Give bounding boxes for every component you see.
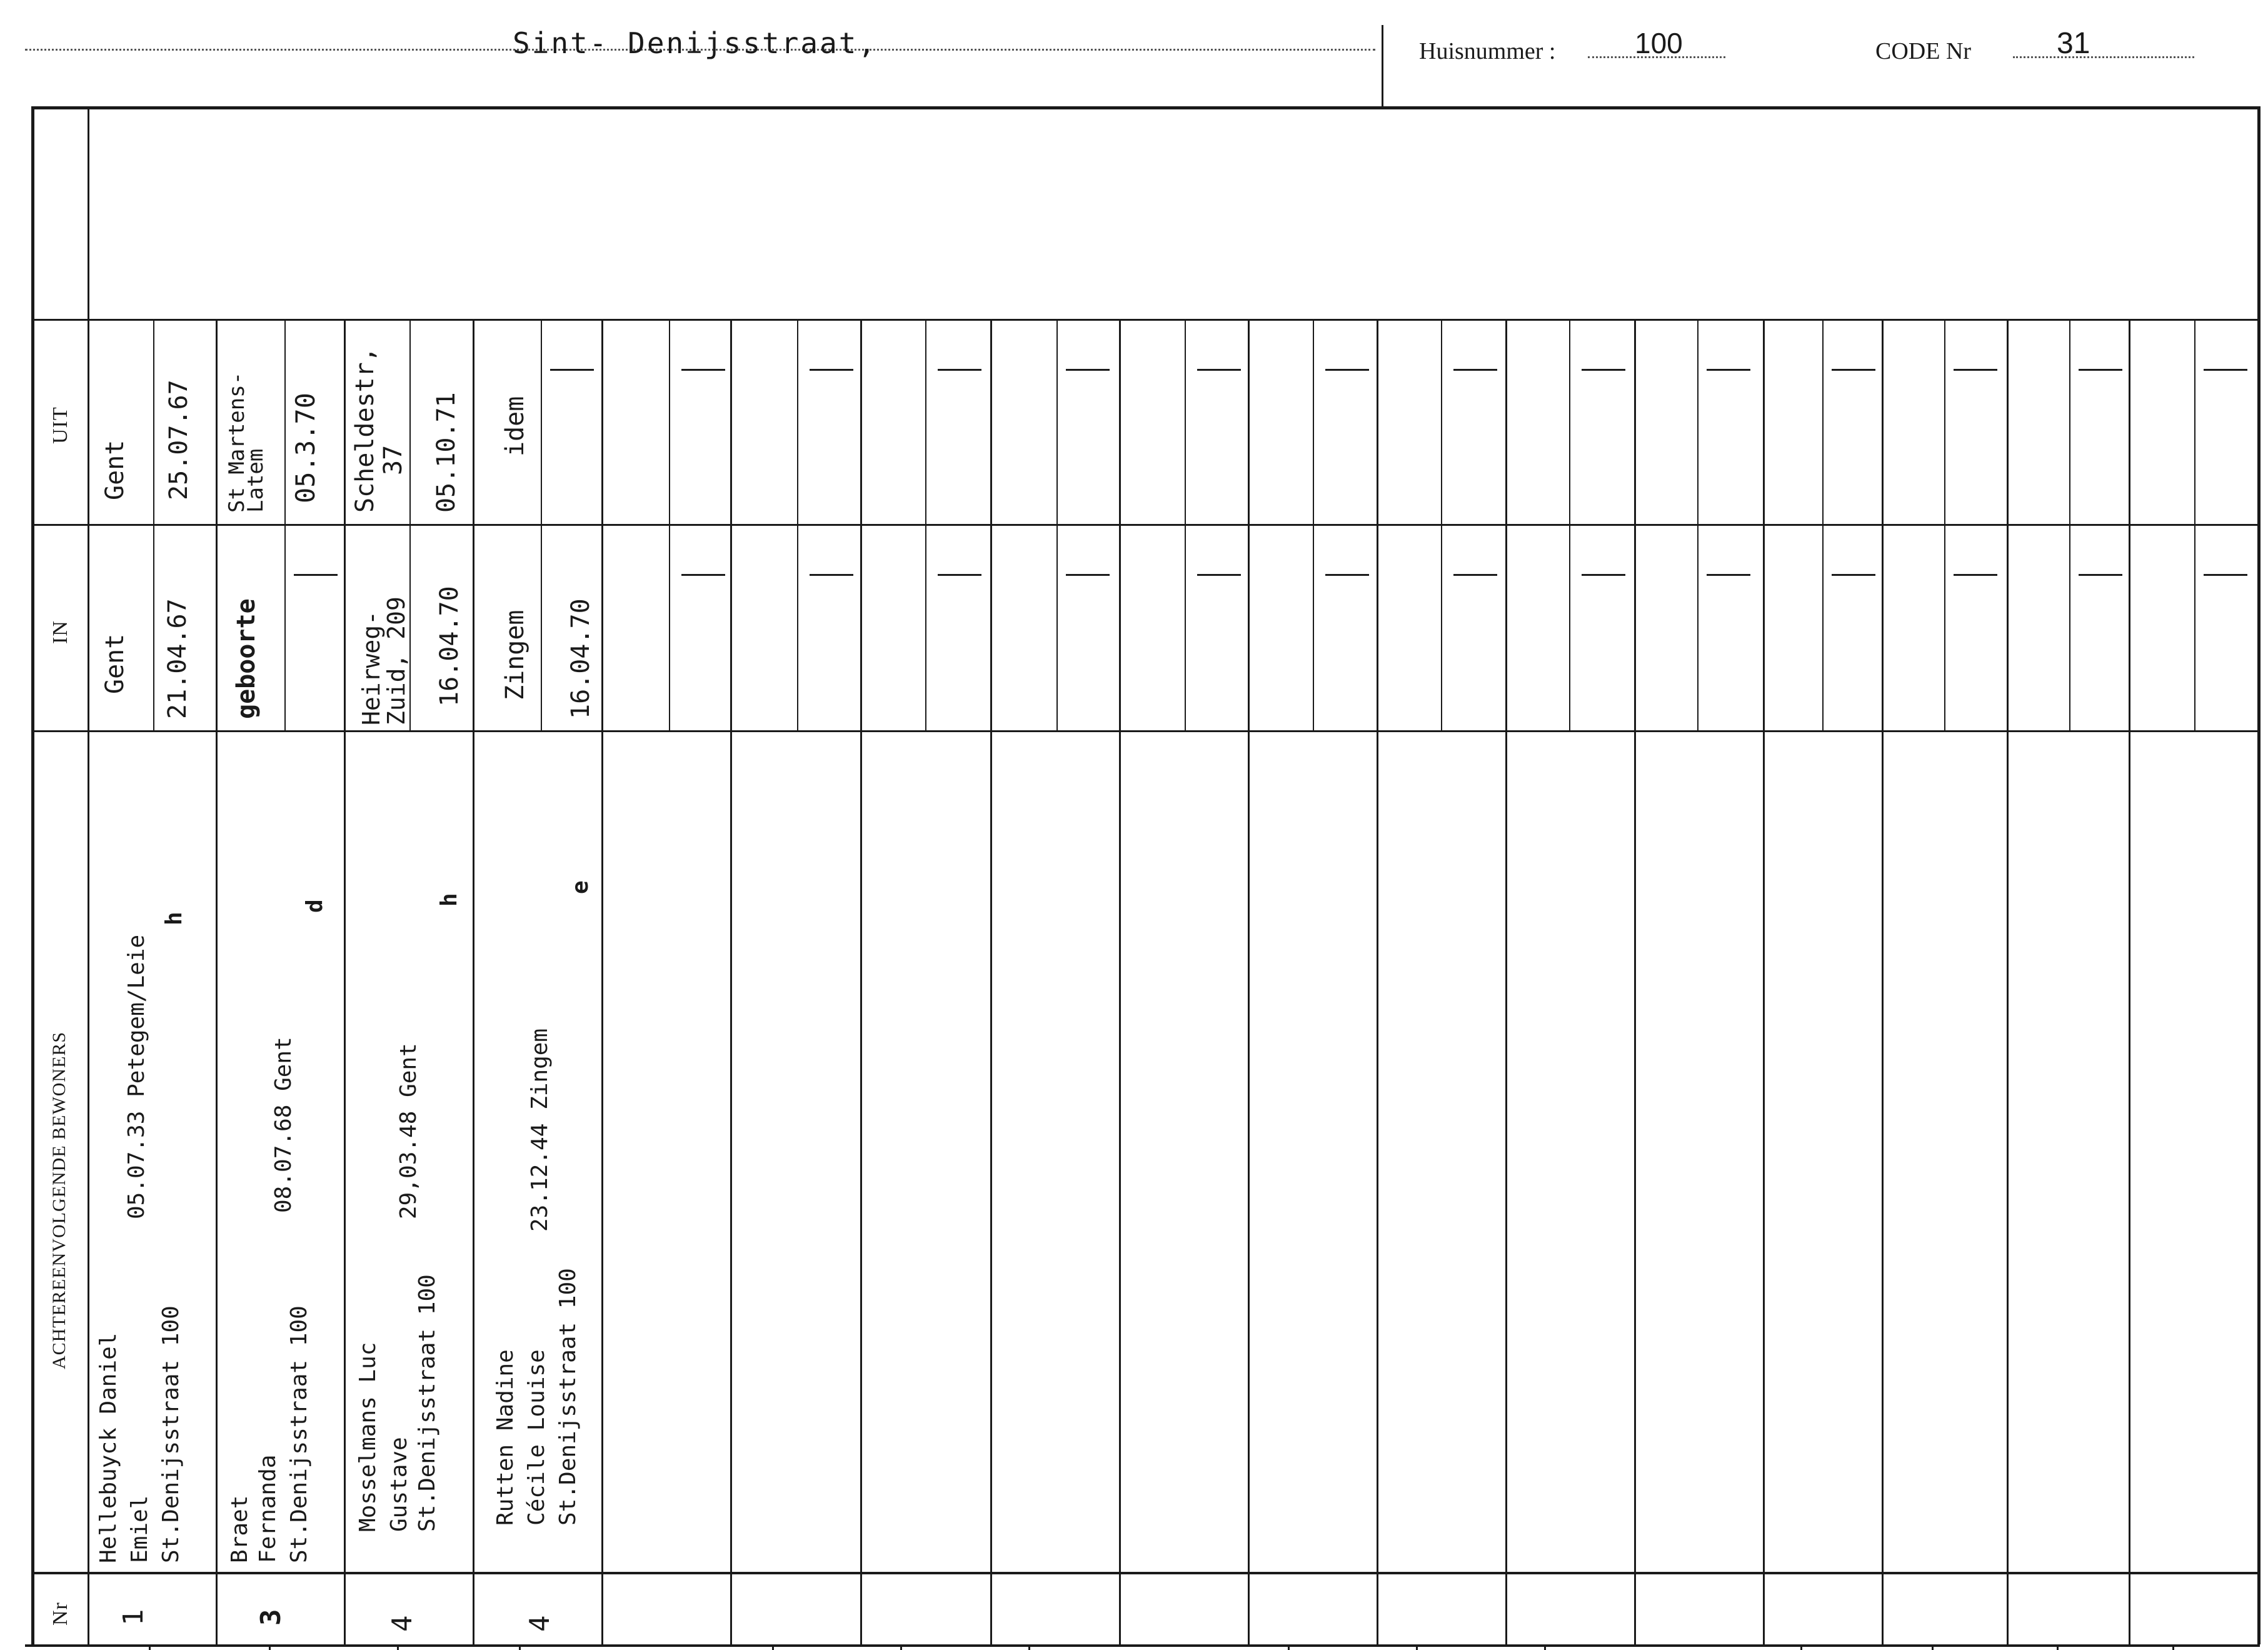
entry-3-address: St.Denijsstraat 100 [414,1274,440,1532]
empty-uit-dash [681,369,725,371]
entry-3-nr: 4 [386,1615,418,1632]
empty-in-dash [1707,574,1750,576]
empty-uit-dash [1197,369,1241,371]
empty-in-dash [938,574,981,576]
subcolumn-divider [1185,319,1186,730]
subcolumn-divider [1056,319,1058,730]
empty-in-dash [810,574,853,576]
bottom-tick [772,1644,774,1650]
empty-in-dash [2079,574,2122,576]
subcolumn-divider [797,319,798,730]
entry-1-in-date: 21.04.67 [163,598,192,719]
bottom-tick [269,1644,271,1650]
entry-4-name: Rutten Nadine [493,1349,518,1526]
row-label-uit: UIT [49,406,72,444]
column-divider [2129,319,2130,1644]
empty-in-dash [2204,574,2247,576]
column-divider [1882,319,1884,1644]
table-right-border [2257,106,2260,1644]
street-name: Sint- Denijsstraat, [513,26,878,60]
entry-3-in-place-2: Zuid, 209 [383,596,410,725]
entry-2-firstname: Fernanda [255,1454,281,1563]
entry-2-nr: 3 [255,1609,287,1626]
subcolumn-divider [153,319,154,730]
empty-in-dash [294,574,338,576]
empty-uit-dash [1707,369,1750,371]
entry-1-address: St.Denijsstraat 100 [158,1305,184,1563]
column-divider [730,319,732,1644]
code-label: CODE Nr [1875,38,1972,64]
entry-1-uit-place: Gent [101,440,129,500]
column-divider [990,319,992,1644]
subcolumn-divider [1441,319,1442,730]
subcolumn-divider [1697,319,1698,730]
bottom-tick [1932,1644,1934,1650]
entry-1-uit-date: 25.07.67 [164,380,193,500]
column-divider [1505,319,1507,1644]
row-divider-in-top [31,524,2260,526]
column-divider [1377,319,1378,1644]
entry-2-uit-date: 05.3.70 [290,392,321,503]
entry-1-nr: 1 [118,1609,149,1626]
subcolumn-divider [284,319,286,730]
empty-uit-dash [2079,369,2122,371]
row-divider-nr-top [31,1572,2260,1574]
bottom-tick [1544,1644,1546,1650]
bottom-tick [2172,1644,2174,1650]
entry-1-firstname: Emiel [127,1495,153,1563]
label-column-divider [88,106,89,1644]
empty-uit-dash [2204,369,2247,371]
table-bottom-line [25,1644,2260,1647]
empty-uit-dash [1582,369,1625,371]
empty-in-dash [1325,574,1369,576]
subcolumn-divider [541,319,542,730]
empty-in-dash [1954,574,1997,576]
entry-3-mark: h [436,893,462,907]
column-divider [601,319,603,1644]
column-divider [1634,319,1636,1644]
entry-3-in-place-1: Heirweg- [358,610,385,725]
column-divider [344,319,346,1644]
entry-1-birth: 05.07.33 Petegem/Leie [124,934,149,1219]
empty-uit-dash [1832,369,1875,371]
column-divider [1248,319,1250,1644]
entry-2-name: Braet [227,1495,253,1563]
code-dotline [2013,56,2194,58]
table-left-border [31,106,34,1644]
entry-2-uit-place-2: Latem [243,448,268,513]
row-label-in: IN [49,620,72,644]
subcolumn-divider [925,319,926,730]
entry-3-birth: 29,03.48 Gent [396,1043,421,1219]
entry-2-address: St.Denijsstraat 100 [286,1305,312,1563]
entry-3-uit-place-1: Scheldestr, [351,347,379,513]
column-divider [2007,319,2009,1644]
row-label-residents: ACHTEREENVOLGENDE BEWONERS [49,1031,69,1369]
entry-2-mark: d [302,899,328,913]
bottom-tick [2057,1644,2059,1650]
entry-4-in-date: 16.04.70 [566,598,595,719]
entry-3-in-date: 16.04.70 [435,586,464,707]
house-number-label: Huisnummer : [1419,38,1556,64]
bottom-tick [900,1644,902,1650]
empty-uit-dash [1325,369,1369,371]
header-divider [1382,25,1383,106]
code-value: 31 [2057,27,2090,60]
bottom-tick [1028,1644,1030,1650]
entry-1-name: Hellebuyck Daniel [96,1332,121,1563]
entry-4-birth: 23.12.44 Zingem [527,1028,553,1232]
entry-4-nr: 4 [524,1615,556,1632]
entry-4-uit-place: idem [501,396,529,456]
entry-2-birth: 08.07.68 Gent [271,1037,296,1213]
row-label-nr: Nr [49,1602,72,1626]
empty-uit-dash [1453,369,1497,371]
bottom-tick [1416,1644,1418,1650]
entry-3-firstname: Gustave [386,1437,412,1532]
column-divider [860,319,862,1644]
column-divider [216,319,218,1644]
empty-uit-dash [810,369,853,371]
bottom-tick [397,1644,399,1650]
empty-uit-dash [1066,369,1110,371]
empty-in-dash [1197,574,1241,576]
subcolumn-divider [1822,319,1824,730]
entry-2-uit-place-1: St Martens- [224,371,249,513]
column-divider [473,319,474,1644]
row-divider-residents-top [31,730,2260,732]
subcolumn-divider [2194,319,2195,730]
subcolumn-divider [2069,319,2070,730]
table-top-border [31,106,2260,109]
subcolumn-divider [1944,319,1945,730]
column-divider [1119,319,1121,1644]
subcolumn-divider [1313,319,1314,730]
empty-in-dash [1582,574,1625,576]
empty-in-dash [1832,574,1875,576]
entry-4-address: St.Denijsstraat 100 [555,1268,581,1526]
row-divider-uit-top [31,319,2260,321]
empty-uit-dash [550,369,594,371]
empty-in-dash [681,574,725,576]
bottom-tick [519,1644,521,1650]
empty-uit-dash [938,369,981,371]
empty-in-dash [1066,574,1110,576]
bottom-tick [1800,1644,1802,1650]
entry-1-mark: h [161,912,187,925]
bottom-tick [149,1644,151,1650]
entry-2-in-place: geboorte [232,598,261,719]
column-divider [1763,319,1765,1644]
subcolumn-divider [669,319,670,730]
empty-uit-dash [1954,369,1997,371]
entry-4-in-place: Zingem [501,610,529,700]
house-number-value: 100 [1635,27,1683,59]
bottom-tick [1288,1644,1290,1650]
entry-4-mark: e [568,880,593,894]
subcolumn-divider [1569,319,1570,730]
entry-3-uit-place-2: 37 [379,445,408,475]
entry-1-in-place: Gent [101,633,129,694]
entry-3-name: Mosselmans Luc [355,1342,381,1532]
entry-3-uit-date: 05.10.71 [432,392,461,513]
empty-in-dash [1453,574,1497,576]
entry-4-firstname: Cécile Louise [524,1349,549,1526]
